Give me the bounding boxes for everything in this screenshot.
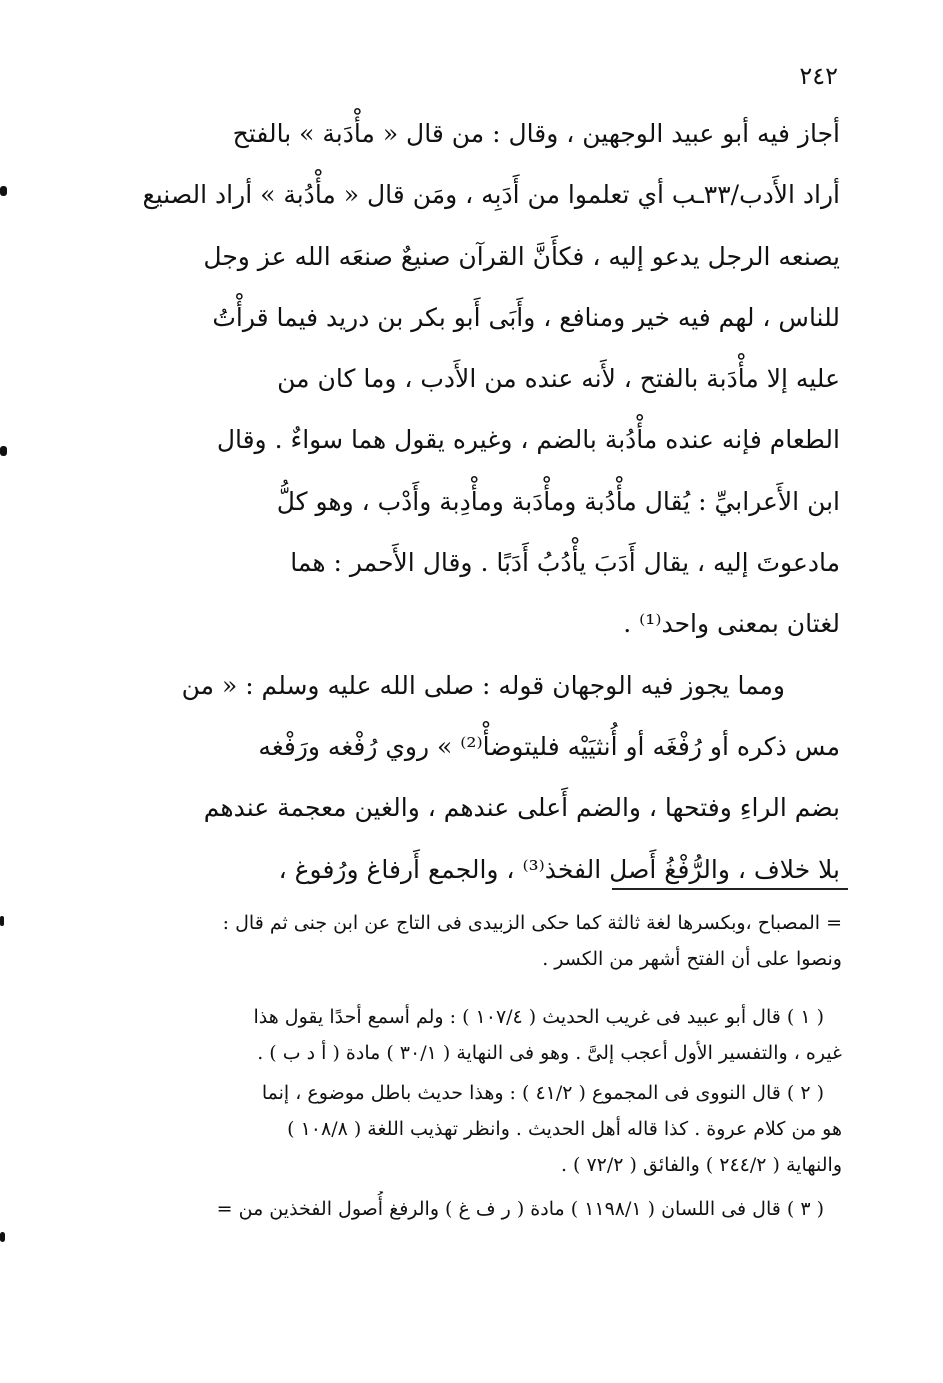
footnote-1-line: ( ١ ) قال أبو عبيد فى غريب الحديث ( ١٠٧/٤ ) : ولم أسمع أحدًا يقول هذا	[253, 1006, 824, 1028]
footnote-continued-line: = المصباح ،وبكسرها لغة ثالثة كما حكى الزبيدى فى التاج عن ابن جنى ثم قال :	[222, 912, 842, 934]
paragraph-start-line: ومما يجوز فيه الوجهان قوله : صلى الله عليه وسلم : « من	[181, 670, 785, 700]
text-line: عليه إلا مأْدَبة بالفتح ، لأَنه عنده من الأَدب ، وما كان من	[277, 364, 840, 394]
binding-mark	[0, 1232, 5, 1242]
text-line: بلا خلاف ، والرُّفْغُ أَصل الفخذ⁽³⁾ ، والجمع أَرفاغ ورُفوغ ،	[278, 854, 840, 884]
text-line: بضم الراءِ وفتحها ، والضم أَعلى عندهم ، والغين معجمة عندهم	[203, 793, 840, 823]
binding-mark	[0, 186, 7, 196]
text-line: يصنعه الرجل يدعو إليه ، فكأَنَّ القرآن صنيعٌ صنعَه الله عز وجل	[203, 241, 840, 271]
footnote-1-line: غيره ، والتفسير الأول أعجب إلىَّ . وهو فى النهاية ( ٣٠/١ ) مادة ( أ د ب ) .	[257, 1042, 842, 1064]
text-line: لغتان بمعنى واحد⁽¹⁾ .	[623, 609, 840, 639]
footnotes	[112, 905, 842, 1227]
footnote-2-line: هو من كلام عروة . كذا قاله أهل الحديث . وانظر تهذيب اللغة ( ١٠٨/٨ )	[287, 1118, 842, 1140]
footnote-gap	[112, 1183, 842, 1191]
text-line: مس ذكره أو رُفْغَه أو أُنثيَيْه فليتوضأْ⁽²⁾ » روي رُفْغه ورَفْغه	[258, 731, 840, 761]
footnote-continued-line: ونصوا على أن الفتح أشهر من الكسر .	[542, 948, 842, 970]
main-text	[112, 103, 840, 900]
footnote-gap	[112, 977, 842, 999]
text-line: أراد الأَدب/٣٣ـب أي تعلموا من أَدَبِه ، ومَن قال « مأْدُبة » أراد الصنيع	[142, 180, 840, 210]
text-line: ابن الأَعرابيِّ : يُقال مأْدُبة ومأْدَبة ومأْدِبة وأَدْب ، وهو كلُّ	[276, 486, 840, 516]
text-line: مادعوتَ إليه ، يقال أَدَبَ يأْدُبُ أَدَبًا . وقال الأَحمر : هما	[290, 548, 840, 578]
binding-mark	[0, 446, 7, 456]
text-line: للناس ، لهم فيه خير ومنافع ، وأَبَى أَبو بكر بن دريد فيما قرأْتُ	[212, 302, 840, 332]
text-line: الطعام فإنه عنده مأْدُبة بالضم ، وغيره يقول هما سواءٌ . وقال	[216, 425, 840, 455]
text-line: أجاز فيه أبو عبيد الوجهين ، وقال : من قال « مأْدَبة » بالفتح	[232, 119, 840, 148]
binding-mark	[0, 916, 4, 926]
footnote-2-line: والنهاية ( ٢٤٤/٢ ) والفائق ( ٧٢/٢ ) .	[560, 1154, 842, 1176]
footnote-3-line: ( ٣ ) قال فى اللسان ( ١١٩٨/١ ) مادة ( ر ف غ ) والرفغ أُصول الفخذين من =	[216, 1198, 824, 1220]
footnote-separator	[612, 888, 848, 890]
footnote-2-line: ( ٢ ) قال النووى فى المجموع ( ٤١/٢ ) : وهذا حديث باطل موضوع ، إنما	[261, 1082, 824, 1104]
page-number: ٢٤٢	[799, 62, 838, 90]
